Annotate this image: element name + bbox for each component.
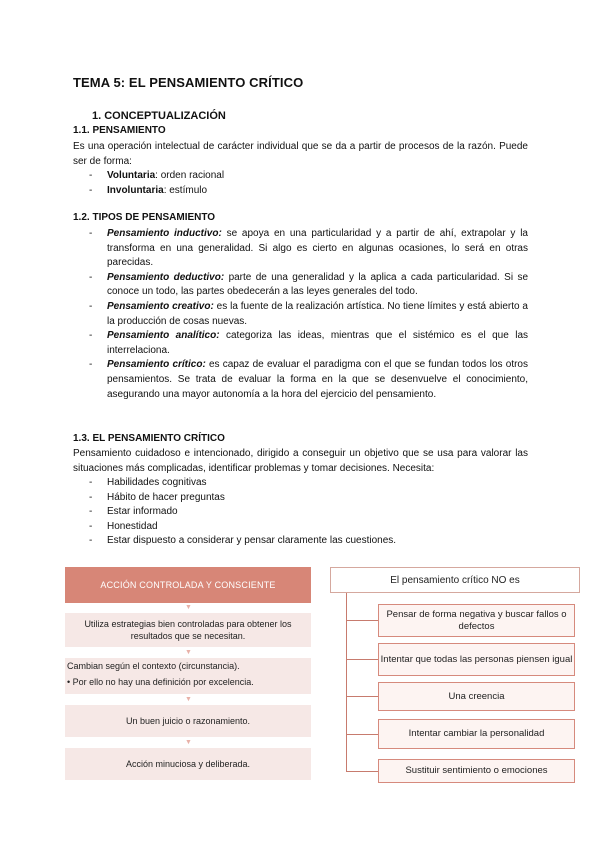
heading-pensamiento-critico: 1.3. EL PENSAMIENTO CRÍTICO [73,433,225,444]
down-arrow-icon: ▼ [185,649,192,656]
diagram-box: Intentar cambiar la personalidad [378,719,575,749]
connector-line [346,659,378,660]
accion-controlada-diagram [65,567,311,787]
connector-line [346,696,378,697]
down-arrow-icon: ▼ [185,696,192,703]
list-forma-pensamiento [73,169,528,198]
list-tipos-pensamiento [73,227,528,402]
list-item: - Hábito de hacer preguntas [73,491,528,506]
diagram-box: Un buen juicio o razonamiento. [65,705,311,737]
diagram-box-line: Cambian según el contexto (circunstancia). [67,661,240,671]
down-arrow-icon: ▼ [185,604,192,611]
heading-pensamiento: 1.1. PENSAMIENTO [73,125,166,136]
list-item: - Voluntaria: orden racional [73,169,528,184]
list-item: - Habilidades cognitivas [73,476,528,491]
list-item: - Pensamiento inductivo: se apoya en una particularidad y a partir de ahí, extrapolar y la transforma en una generalidad. Si algo es cierto en algunas ocasiones, lo será en otras parecidas. [73,227,528,271]
diagram-box [65,658,311,694]
heading-tipos-pensamiento: 1.2. TIPOS DE PENSAMIENTO [73,212,216,223]
list-item: - Honestidad [73,520,528,535]
list-item: - Pensamiento crítico: es capaz de evaluar el paradigma con el que se fundan todos los otros pensamientos. Se trata de evaluar la forma en la que se desenvuelve el conocimiento, asegurando una mayor autonomía a la hora del ejercicio del pensamiento. [73,358,528,402]
diagram-box: Una creencia [378,682,575,711]
diagram-box-line: • Por ello no hay una definición por excelencia. [67,677,254,687]
no-es-diagram [330,567,580,787]
paragraph-pensamiento: Es una operación intelectual de carácter individual que se da a partir de procesos de la razón. Puede ser de forma: [73,141,528,167]
document-title: TEMA 5: EL PENSAMIENTO CRÍTICO [73,75,304,90]
list-item: - Involuntaria: estímulo [73,184,528,199]
diagram-box: Intentar que todas las personas piensen igual [378,643,575,676]
connector-line [346,771,378,772]
diagram-box: Pensar de forma negativa y buscar fallos o defectos [378,604,575,637]
list-item: - Pensamiento deductivo: parte de una generalidad y la aplica a cada particularidad. Si se conoce un todo, las partes obedecerán a las leyes generales del todo. [73,271,528,300]
list-item: - Estar dispuesto a considerar y pensar claramente las cuestiones. [73,534,528,549]
diagram-box: Acción minuciosa y deliberada. [65,748,311,780]
down-arrow-icon: ▼ [185,739,192,746]
list-item: - Estar informado [73,505,528,520]
diagram-header: El pensamiento crítico NO es [330,567,580,593]
diagram-header: ACCIÓN CONTROLADA Y CONSCIENTE [65,567,311,603]
connector-line [346,620,378,621]
list-item: - Pensamiento creativo: es la fuente de la realización artística. No tiene límites y está abierto a la producción de cosas nuevas. [73,300,528,329]
paragraph-pensamiento-critico: Pensamiento cuidadoso e intencionado, dirigido a conseguir un objetivo que se usa para valorar las situaciones más complicadas, identificar problemas y tomar decisiones. Necesita: [73,448,528,474]
list-necesita [73,476,528,549]
list-item: - Pensamiento analítico: categoriza las ideas, mientras que el sistémico es el que las interrelaciona. [73,329,528,358]
diagram-box: Sustituir sentimiento o emociones [378,759,575,783]
diagram-box: Utiliza estrategias bien controladas para obtener los resultados que se necesitan. [65,613,311,647]
section-heading-conceptualizacion: 1. CONCEPTUALIZACIÓN [92,110,226,122]
connector-line [346,734,378,735]
